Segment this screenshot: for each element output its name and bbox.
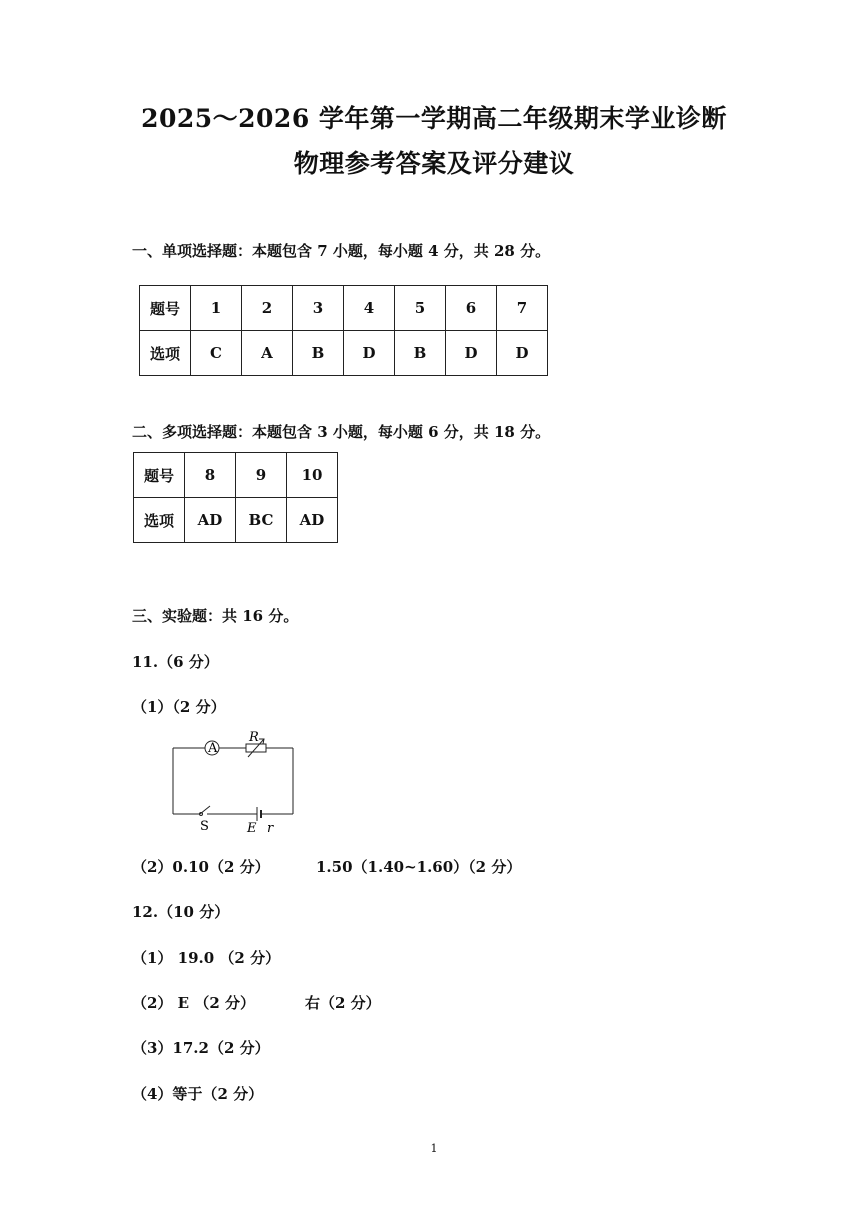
question-number: 6 <box>446 286 497 331</box>
question-number: 8 <box>185 453 236 498</box>
q12-part2-a: （2） E （2 分） <box>132 994 255 1012</box>
row-label: 题号 <box>140 286 191 331</box>
ammeter-label: A <box>208 741 218 756</box>
internal-resistance-label: r <box>267 821 274 836</box>
row-label: 选项 <box>140 331 191 376</box>
section3-heading: 三、实验题：共 16 分。 <box>132 607 299 625</box>
q12-part1: （1） 19.0 （2 分） <box>132 949 281 967</box>
answer-cell: B <box>293 331 344 376</box>
question-number: 2 <box>242 286 293 331</box>
q11-part2-a: （2）0.10（2 分） <box>132 858 270 876</box>
section2-heading: 二、多项选择题：本题包含 3 小题，每小题 6 分，共 18 分。 <box>132 423 551 441</box>
question-number: 10 <box>287 453 338 498</box>
q12-part4: （4）等于（2 分） <box>132 1085 264 1103</box>
question-number: 1 <box>191 286 242 331</box>
answer-cell: D <box>446 331 497 376</box>
question-number: 9 <box>236 453 287 498</box>
single-choice-answer-table <box>139 285 548 376</box>
q12-part2-b: 右（2 分） <box>305 994 381 1012</box>
question-number: 7 <box>497 286 548 331</box>
answer-cell: B <box>395 331 446 376</box>
answer-cell: AD <box>185 498 236 543</box>
question-number: 4 <box>344 286 395 331</box>
circuit-diagram <box>160 730 305 838</box>
document-subtitle: 物理参考答案及评分建议 <box>293 149 575 178</box>
table-row <box>140 286 548 331</box>
answer-cell: A <box>242 331 293 376</box>
row-label: 题号 <box>134 453 185 498</box>
resistor-label: R <box>249 730 259 745</box>
answer-cell: C <box>191 331 242 376</box>
q11-label: 11.（6 分） <box>132 653 219 671</box>
row-label: 选项 <box>134 498 185 543</box>
switch-label: S <box>200 819 209 834</box>
document-title: 2025～2026 学年第一学期高二年级期末学业诊断 <box>141 104 727 133</box>
answer-cell: D <box>497 331 548 376</box>
multiple-choice-answer-table <box>133 452 338 543</box>
q12-label: 12.（10 分） <box>132 903 230 921</box>
question-number: 3 <box>293 286 344 331</box>
table-row <box>134 498 338 543</box>
answer-cell: D <box>344 331 395 376</box>
emf-label: E <box>247 821 257 836</box>
answer-cell: AD <box>287 498 338 543</box>
section1-heading: 一、单项选择题：本题包含 7 小题，每小题 4 分，共 28 分。 <box>132 242 551 260</box>
page-number: 1 <box>430 1142 438 1155</box>
answer-cell: BC <box>236 498 287 543</box>
question-number: 5 <box>395 286 446 331</box>
q12-part3: （3）17.2（2 分） <box>132 1039 270 1057</box>
q11-part1: （1）（2 分） <box>132 698 226 716</box>
q11-part2-b: 1.50（1.40~1.60）（2 分） <box>316 858 522 876</box>
switch-pivot <box>200 813 203 816</box>
table-row <box>140 331 548 376</box>
table-row <box>134 453 338 498</box>
